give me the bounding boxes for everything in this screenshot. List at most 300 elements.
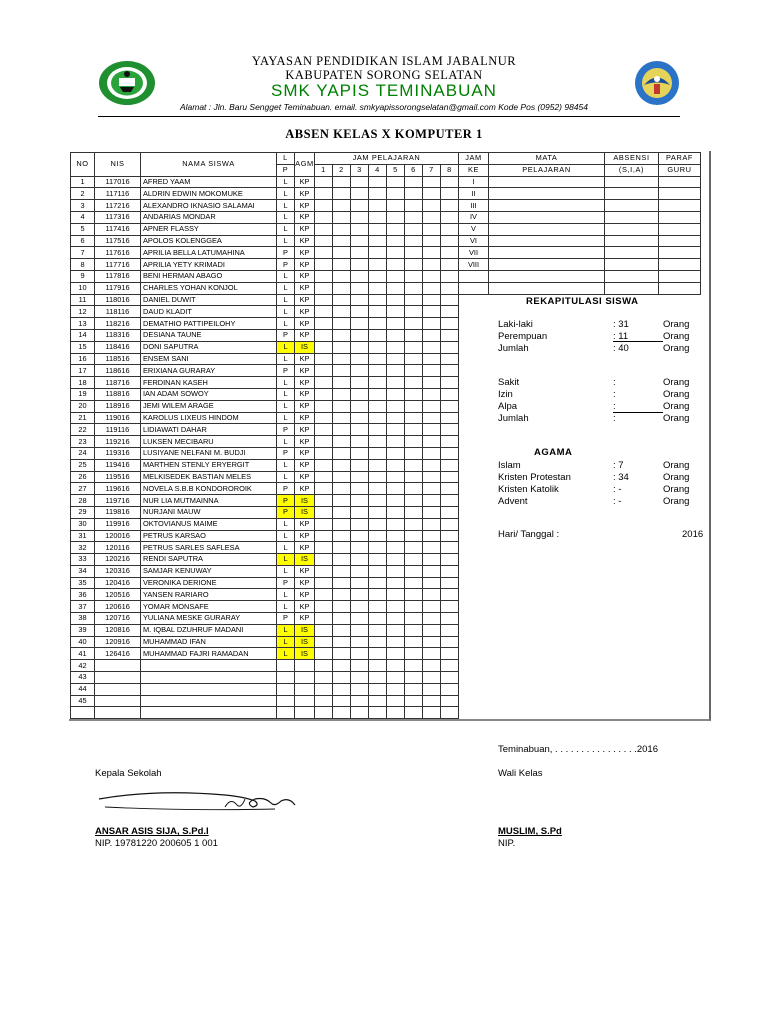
cell-hour[interactable] — [333, 542, 351, 554]
cell-hour[interactable] — [423, 424, 441, 436]
cell-hour[interactable] — [387, 329, 405, 341]
cell-hour[interactable] — [405, 707, 423, 719]
cell-hour[interactable] — [423, 565, 441, 577]
cell-hour[interactable] — [387, 318, 405, 330]
cell-hour[interactable] — [423, 471, 441, 483]
cell-mata[interactable] — [489, 235, 605, 247]
cell-hour[interactable] — [315, 471, 333, 483]
cell-paraf[interactable] — [659, 223, 701, 235]
cell-hour[interactable] — [351, 388, 369, 400]
cell-hour[interactable] — [387, 306, 405, 318]
cell-hour[interactable] — [387, 589, 405, 601]
cell-absensi[interactable] — [605, 235, 659, 247]
cell-absensi[interactable] — [605, 176, 659, 188]
cell-hour[interactable] — [333, 636, 351, 648]
cell-hour[interactable] — [351, 530, 369, 542]
cell-hour[interactable] — [351, 471, 369, 483]
cell-hour[interactable] — [351, 672, 369, 684]
cell-hour[interactable] — [441, 424, 459, 436]
cell-hour[interactable] — [315, 577, 333, 589]
cell-hour[interactable] — [405, 282, 423, 294]
cell-hour[interactable] — [441, 648, 459, 660]
cell-hour[interactable] — [423, 176, 441, 188]
cell-hour[interactable] — [423, 636, 441, 648]
cell-hour[interactable] — [315, 483, 333, 495]
cell-hour[interactable] — [333, 270, 351, 282]
cell-hour[interactable] — [369, 188, 387, 200]
cell-hour[interactable] — [369, 565, 387, 577]
cell-hour[interactable] — [315, 601, 333, 613]
cell-hour[interactable] — [405, 377, 423, 389]
cell-hour[interactable] — [423, 365, 441, 377]
cell-hour[interactable] — [405, 270, 423, 282]
cell-hour[interactable] — [351, 447, 369, 459]
cell-hour[interactable] — [387, 660, 405, 672]
cell-hour[interactable] — [387, 211, 405, 223]
cell-hour[interactable] — [441, 447, 459, 459]
cell-hour[interactable] — [405, 495, 423, 507]
cell-hour[interactable] — [369, 695, 387, 707]
cell-hour[interactable] — [423, 601, 441, 613]
cell-hour[interactable] — [369, 282, 387, 294]
cell-hour[interactable] — [351, 259, 369, 271]
cell-hour[interactable] — [423, 282, 441, 294]
cell-hour[interactable] — [369, 601, 387, 613]
cell-hour[interactable] — [369, 200, 387, 212]
cell-hour[interactable] — [387, 577, 405, 589]
cell-hour[interactable] — [333, 176, 351, 188]
cell-hour[interactable] — [333, 400, 351, 412]
cell-hour[interactable] — [441, 495, 459, 507]
cell-hour[interactable] — [405, 660, 423, 672]
cell-hour[interactable] — [405, 412, 423, 424]
cell-hour[interactable] — [441, 624, 459, 636]
cell-hour[interactable] — [351, 235, 369, 247]
cell-hour[interactable] — [333, 200, 351, 212]
cell-hour[interactable] — [351, 648, 369, 660]
cell-hour[interactable] — [369, 589, 387, 601]
cell-hour[interactable] — [387, 270, 405, 282]
cell-hour[interactable] — [441, 388, 459, 400]
cell-hour[interactable] — [351, 223, 369, 235]
cell-hour[interactable] — [333, 306, 351, 318]
cell-absensi[interactable] — [605, 259, 659, 271]
cell-hour[interactable] — [441, 188, 459, 200]
cell-hour[interactable] — [441, 506, 459, 518]
cell-hour[interactable] — [405, 530, 423, 542]
cell-hour[interactable] — [369, 577, 387, 589]
cell-hour[interactable] — [441, 695, 459, 707]
cell-hour[interactable] — [423, 707, 441, 719]
cell-hour[interactable] — [387, 601, 405, 613]
cell-hour[interactable] — [333, 459, 351, 471]
cell-hour[interactable] — [387, 471, 405, 483]
cell-hour[interactable] — [315, 341, 333, 353]
cell-hour[interactable] — [369, 318, 387, 330]
cell-hour[interactable] — [351, 176, 369, 188]
cell-hour[interactable] — [441, 601, 459, 613]
cell-hour[interactable] — [369, 683, 387, 695]
cell-hour[interactable] — [441, 459, 459, 471]
cell-hour[interactable] — [405, 424, 423, 436]
cell-hour[interactable] — [351, 577, 369, 589]
cell-mata[interactable] — [489, 259, 605, 271]
cell-hour[interactable] — [333, 648, 351, 660]
cell-absensi[interactable] — [605, 188, 659, 200]
cell-hour[interactable] — [315, 388, 333, 400]
cell-hour[interactable] — [315, 223, 333, 235]
cell-hour[interactable] — [315, 329, 333, 341]
cell-hour[interactable] — [369, 341, 387, 353]
cell-hour[interactable] — [315, 294, 333, 306]
cell-hour[interactable] — [441, 377, 459, 389]
cell-hour[interactable] — [387, 247, 405, 259]
cell-hour[interactable] — [351, 660, 369, 672]
cell-hour[interactable] — [441, 353, 459, 365]
cell-paraf[interactable] — [659, 200, 701, 212]
cell-hour[interactable] — [423, 329, 441, 341]
cell-hour[interactable] — [423, 188, 441, 200]
cell-hour[interactable] — [369, 506, 387, 518]
cell-hour[interactable] — [423, 530, 441, 542]
cell-hour[interactable] — [333, 695, 351, 707]
cell-hour[interactable] — [369, 388, 387, 400]
cell-hour[interactable] — [423, 247, 441, 259]
cell-hour[interactable] — [333, 589, 351, 601]
cell-hour[interactable] — [315, 530, 333, 542]
cell-hour[interactable] — [405, 518, 423, 530]
cell-hour[interactable] — [369, 459, 387, 471]
cell-hour[interactable] — [405, 648, 423, 660]
cell-hour[interactable] — [351, 459, 369, 471]
cell-hour[interactable] — [333, 565, 351, 577]
cell-hour[interactable] — [315, 200, 333, 212]
cell-hour[interactable] — [315, 495, 333, 507]
cell-hour[interactable] — [369, 554, 387, 566]
cell-mata[interactable] — [489, 200, 605, 212]
cell-hour[interactable] — [369, 259, 387, 271]
cell-hour[interactable] — [351, 211, 369, 223]
cell-hour[interactable] — [369, 483, 387, 495]
cell-hour[interactable] — [333, 436, 351, 448]
cell-hour[interactable] — [387, 436, 405, 448]
cell-hour[interactable] — [387, 353, 405, 365]
cell-hour[interactable] — [315, 247, 333, 259]
cell-hour[interactable] — [423, 518, 441, 530]
cell-hour[interactable] — [333, 388, 351, 400]
cell-hour[interactable] — [315, 412, 333, 424]
cell-absensi[interactable] — [605, 200, 659, 212]
cell-hour[interactable] — [369, 436, 387, 448]
cell-mata[interactable] — [489, 247, 605, 259]
cell-hour[interactable] — [315, 424, 333, 436]
cell-hour[interactable] — [441, 483, 459, 495]
cell-hour[interactable] — [351, 707, 369, 719]
cell-hour[interactable] — [315, 707, 333, 719]
cell-hour[interactable] — [351, 294, 369, 306]
cell-hour[interactable] — [441, 613, 459, 625]
cell-hour[interactable] — [315, 270, 333, 282]
cell-hour[interactable] — [333, 554, 351, 566]
cell-hour[interactable] — [351, 495, 369, 507]
cell-hour[interactable] — [441, 530, 459, 542]
cell-hour[interactable] — [423, 211, 441, 223]
cell-hour[interactable] — [405, 400, 423, 412]
cell-hour[interactable] — [315, 624, 333, 636]
cell-hour[interactable] — [387, 412, 405, 424]
cell-hour[interactable] — [333, 660, 351, 672]
cell-hour[interactable] — [405, 365, 423, 377]
cell-hour[interactable] — [351, 542, 369, 554]
cell-hour[interactable] — [333, 211, 351, 223]
cell-hour[interactable] — [315, 613, 333, 625]
cell-hour[interactable] — [405, 624, 423, 636]
cell-hour[interactable] — [315, 506, 333, 518]
cell-hour[interactable] — [423, 341, 441, 353]
cell-hour[interactable] — [405, 223, 423, 235]
cell-hour[interactable] — [405, 211, 423, 223]
cell-hour[interactable] — [315, 672, 333, 684]
cell-hour[interactable] — [333, 377, 351, 389]
cell-hour[interactable] — [351, 318, 369, 330]
cell-hour[interactable] — [387, 188, 405, 200]
cell-hour[interactable] — [369, 176, 387, 188]
cell-hour[interactable] — [387, 200, 405, 212]
cell-hour[interactable] — [351, 247, 369, 259]
cell-hour[interactable] — [441, 282, 459, 294]
cell-hour[interactable] — [387, 223, 405, 235]
cell-hour[interactable] — [333, 707, 351, 719]
cell-hour[interactable] — [333, 424, 351, 436]
cell-hour[interactable] — [315, 400, 333, 412]
cell-paraf[interactable] — [659, 188, 701, 200]
cell-hour[interactable] — [369, 223, 387, 235]
cell-hour[interactable] — [333, 672, 351, 684]
cell-hour[interactable] — [387, 565, 405, 577]
cell-hour[interactable] — [387, 495, 405, 507]
cell-hour[interactable] — [315, 459, 333, 471]
cell-hour[interactable] — [441, 200, 459, 212]
cell-hour[interactable] — [351, 436, 369, 448]
cell-hour[interactable] — [423, 400, 441, 412]
cell-hour[interactable] — [387, 341, 405, 353]
cell-hour[interactable] — [351, 565, 369, 577]
cell-hour[interactable] — [441, 211, 459, 223]
cell-hour[interactable] — [405, 613, 423, 625]
cell-hour[interactable] — [441, 672, 459, 684]
cell-hour[interactable] — [369, 613, 387, 625]
cell-hour[interactable] — [441, 176, 459, 188]
cell-hour[interactable] — [333, 683, 351, 695]
cell-hour[interactable] — [351, 282, 369, 294]
cell-hour[interactable] — [351, 518, 369, 530]
cell-hour[interactable] — [351, 695, 369, 707]
cell-hour[interactable] — [315, 660, 333, 672]
cell-hour[interactable] — [405, 636, 423, 648]
cell-hour[interactable] — [369, 636, 387, 648]
cell-hour[interactable] — [351, 554, 369, 566]
cell-hour[interactable] — [369, 365, 387, 377]
cell-hour[interactable] — [369, 400, 387, 412]
cell-hour[interactable] — [387, 294, 405, 306]
cell-hour[interactable] — [351, 483, 369, 495]
cell-hour[interactable] — [369, 377, 387, 389]
cell-hour[interactable] — [405, 306, 423, 318]
cell-hour[interactable] — [333, 624, 351, 636]
cell-hour[interactable] — [369, 211, 387, 223]
cell-hour[interactable] — [369, 306, 387, 318]
cell-hour[interactable] — [405, 341, 423, 353]
cell-paraf[interactable] — [659, 247, 701, 259]
cell-hour[interactable] — [315, 436, 333, 448]
cell-hour[interactable] — [351, 306, 369, 318]
cell-hour[interactable] — [387, 483, 405, 495]
cell-hour[interactable] — [387, 259, 405, 271]
cell-hour[interactable] — [333, 235, 351, 247]
cell-paraf[interactable] — [659, 235, 701, 247]
cell-hour[interactable] — [351, 400, 369, 412]
cell-hour[interactable] — [333, 247, 351, 259]
cell-hour[interactable] — [405, 329, 423, 341]
cell-hour[interactable] — [315, 188, 333, 200]
cell-hour[interactable] — [387, 176, 405, 188]
cell-hour[interactable] — [423, 613, 441, 625]
cell-hour[interactable] — [441, 565, 459, 577]
cell-hour[interactable] — [405, 589, 423, 601]
cell-hour[interactable] — [423, 624, 441, 636]
cell-hour[interactable] — [333, 447, 351, 459]
cell-hour[interactable] — [405, 247, 423, 259]
cell-hour[interactable] — [387, 459, 405, 471]
cell-hour[interactable] — [333, 613, 351, 625]
cell-hour[interactable] — [315, 211, 333, 223]
cell-hour[interactable] — [387, 447, 405, 459]
cell-hour[interactable] — [369, 270, 387, 282]
cell-hour[interactable] — [441, 589, 459, 601]
cell-hour[interactable] — [441, 554, 459, 566]
cell-hour[interactable] — [423, 388, 441, 400]
cell-hour[interactable] — [423, 695, 441, 707]
cell-hour[interactable] — [423, 294, 441, 306]
cell-hour[interactable] — [369, 660, 387, 672]
cell-hour[interactable] — [315, 589, 333, 601]
cell-hour[interactable] — [387, 377, 405, 389]
cell-hour[interactable] — [369, 530, 387, 542]
cell-hour[interactable] — [405, 459, 423, 471]
cell-hour[interactable] — [387, 613, 405, 625]
cell-hour[interactable] — [441, 294, 459, 306]
cell-hour[interactable] — [387, 636, 405, 648]
cell-hour[interactable] — [333, 365, 351, 377]
cell-hour[interactable] — [387, 530, 405, 542]
cell-hour[interactable] — [369, 247, 387, 259]
cell-hour[interactable] — [387, 554, 405, 566]
cell-hour[interactable] — [405, 318, 423, 330]
cell-hour[interactable] — [441, 247, 459, 259]
cell-hour[interactable] — [441, 259, 459, 271]
cell-paraf[interactable] — [659, 211, 701, 223]
cell-hour[interactable] — [351, 624, 369, 636]
cell-hour[interactable] — [315, 683, 333, 695]
cell-hour[interactable] — [315, 542, 333, 554]
cell-hour[interactable] — [405, 176, 423, 188]
cell-hour[interactable] — [423, 353, 441, 365]
cell-hour[interactable] — [423, 235, 441, 247]
cell-hour[interactable] — [423, 660, 441, 672]
cell-hour[interactable] — [333, 495, 351, 507]
cell-hour[interactable] — [333, 506, 351, 518]
cell-hour[interactable] — [315, 447, 333, 459]
cell-hour[interactable] — [405, 542, 423, 554]
cell-hour[interactable] — [315, 306, 333, 318]
cell-hour[interactable] — [351, 200, 369, 212]
cell-hour[interactable] — [387, 695, 405, 707]
cell-hour[interactable] — [369, 353, 387, 365]
cell-hour[interactable] — [387, 388, 405, 400]
cell-absensi[interactable] — [605, 247, 659, 259]
cell-hour[interactable] — [387, 424, 405, 436]
cell-hour[interactable] — [387, 624, 405, 636]
cell-hour[interactable] — [369, 542, 387, 554]
cell-hour[interactable] — [387, 400, 405, 412]
cell-hour[interactable] — [423, 306, 441, 318]
cell-hour[interactable] — [351, 412, 369, 424]
cell-hour[interactable] — [423, 648, 441, 660]
cell-paraf[interactable] — [659, 259, 701, 271]
cell-hour[interactable] — [315, 695, 333, 707]
cell-hour[interactable] — [441, 318, 459, 330]
cell-hour[interactable] — [405, 447, 423, 459]
cell-hour[interactable] — [315, 282, 333, 294]
cell-hour[interactable] — [405, 577, 423, 589]
cell-mata[interactable] — [489, 176, 605, 188]
cell-hour[interactable] — [369, 707, 387, 719]
cell-hour[interactable] — [405, 471, 423, 483]
cell-hour[interactable] — [423, 377, 441, 389]
cell-hour[interactable] — [369, 495, 387, 507]
cell-hour[interactable] — [351, 613, 369, 625]
cell-paraf[interactable] — [659, 270, 701, 282]
cell-hour[interactable] — [405, 565, 423, 577]
cell-hour[interactable] — [333, 412, 351, 424]
cell-hour[interactable] — [441, 577, 459, 589]
cell-hour[interactable] — [333, 223, 351, 235]
cell-hour[interactable] — [351, 365, 369, 377]
cell-hour[interactable] — [369, 412, 387, 424]
cell-hour[interactable] — [405, 672, 423, 684]
cell-hour[interactable] — [441, 660, 459, 672]
cell-hour[interactable] — [441, 329, 459, 341]
cell-hour[interactable] — [387, 282, 405, 294]
cell-hour[interactable] — [351, 329, 369, 341]
cell-hour[interactable] — [315, 353, 333, 365]
cell-hour[interactable] — [315, 648, 333, 660]
cell-hour[interactable] — [315, 318, 333, 330]
cell-hour[interactable] — [441, 412, 459, 424]
cell-hour[interactable] — [423, 589, 441, 601]
cell-hour[interactable] — [441, 471, 459, 483]
cell-hour[interactable] — [333, 318, 351, 330]
cell-hour[interactable] — [423, 223, 441, 235]
cell-hour[interactable] — [387, 707, 405, 719]
cell-hour[interactable] — [333, 282, 351, 294]
cell-hour[interactable] — [369, 294, 387, 306]
cell-hour[interactable] — [333, 518, 351, 530]
cell-hour[interactable] — [333, 188, 351, 200]
cell-paraf[interactable] — [659, 176, 701, 188]
cell-hour[interactable] — [351, 341, 369, 353]
cell-hour[interactable] — [351, 683, 369, 695]
